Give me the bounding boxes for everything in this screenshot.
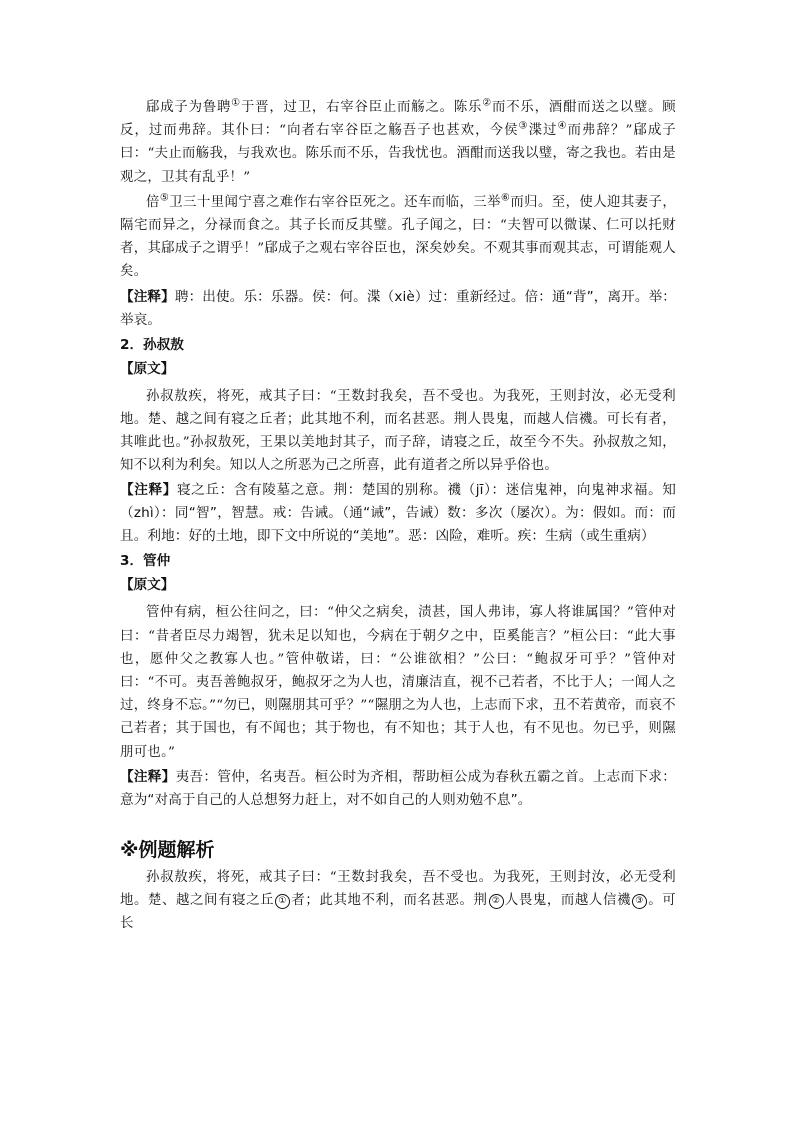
footnote-marker: ⑥ xyxy=(500,192,511,204)
question-marker: ③ xyxy=(632,894,647,909)
question-marker: ① xyxy=(275,894,290,909)
footnote-marker: ② xyxy=(482,97,492,109)
example-passage: 孙叔敖疾，将死，戒其子曰：“王数封我矣，吾不受也。为我死，王则封汝，必无受利地。楚、越之间有寝之丘 ① 者；此其地不利，而名甚恶。荆 ② 人畏鬼，而越人信禨 ③ 。可长 xyxy=(120,869,676,932)
original-text-tag: 【原文】 xyxy=(120,360,175,377)
annotation-text: 夷吾：管仲，名夷吾。桓公时为齐相，帮助桓公成为春秋五霸之首。上志而下求：意为“对高于自己的人总想努力赶上，对不如自己的人则劝勉不息”。 xyxy=(120,768,676,808)
section-heading-sunshuao: 2．孙叔敖 xyxy=(120,336,184,353)
annotation-houchengzi xyxy=(120,286,676,332)
footnote-marker: ④ xyxy=(557,120,568,132)
footnote-marker: ③ xyxy=(518,120,529,132)
passage-sunshuao: 孙叔敖疾，将死，戒其子曰：“王数封我矣，吾不受也。为我死，王则封汝，必无受利地。楚、越之间有寝之丘者；此其地不利，而名甚恶。荆人畏鬼，而越人信禨。可长有者，其唯此也。”孙叔敖死，王果以美地封其子，而子辞，请寝之丘，故至今不失。孙叔敖之知，知不以利为利矣。知以人之所恶为己之所喜，此有道者之所以异乎俗也。 xyxy=(120,388,676,474)
passage-guanzhong: 管仲有病，桓公往问之，曰：“仲父之病矣，渍甚，国人弗讳，寡人将谁属国？”管仲对曰：“昔者臣尽力竭智，犹未足以知也，今病在于朝夕之中，臣奚能言？”桓公曰：“此大事也，愿仲父之教寡人也。”管仲敬诺，曰：“公谁欲相？”公曰：“鲍叔牙可乎？”管仲对曰：“不可。夷吾善鲍叔牙，鲍叔牙之为人也，清廉洁直，视不己若者，不比于人；一闻人之过，终身不忘。”“勿已，则隰朋其可乎？”“隰朋之为人也，上志而下求，丑不若黄帝，而哀不己若者；其于国也，有不闻也；其于物也，有不知也；其于人也，有不见也。勿已乎，则隰朋可也。” xyxy=(120,605,676,760)
original-text-tag: 【原文】 xyxy=(120,577,175,594)
document-page xyxy=(120,96,676,937)
annotation-guanzhong xyxy=(120,766,676,812)
footnote-marker: ① xyxy=(231,97,241,109)
annotation-sunshuao xyxy=(120,479,676,548)
passage-houchengzi-p2: 倍⑤卫三十里闻宁喜之难作右宰谷臣死之。还车而临，三举⑥而归。至，使人迎其妻子，隔宅而异之，分禄而食之。其子长而反其璧。孔子闻之，曰：“夫智可以微谋、仁可以托财者，其郈成子之谓乎！”郈成子之观右宰谷臣也，深矣妙矣。不观其事而观其志，可谓能观人矣。 xyxy=(120,192,677,280)
section-heading-guanzhong: 3．管仲 xyxy=(120,553,171,570)
annotation-text: 寝之丘：含有陵墓之意。荆：楚国的别称。禨（jī）：迷信鬼神，向鬼神求福。知（zhì）：同“智”，智慧。戒：告诫。（通“诫”，告诫）数：多次（屡次）。为：假如。而：而且。利地：好的土地，即下文中所说的“美地”。恶：凶险，难听。疾：生病（或生重病） xyxy=(120,482,677,545)
annotation-tag: 【注释】 xyxy=(120,768,176,785)
annotation-tag: 【注释】 xyxy=(120,482,177,499)
question-marker: ② xyxy=(489,894,504,909)
passage-houchengzi-p1: 郈成子为鲁聘①于晋，过卫，右宰谷臣止而觞之。陈乐②而不乐，酒酣而送之以璧。顾反，过而弗辞。其仆曰：“向者右宰谷臣之觞吾子也甚欢，今侯③渫过④而弗辞？”郈成子曰：“夫止而觞我，与我欢也。陈乐而不乐，告我忧也。酒酣而送我以璧，寄之我也。若由是观之，卫其有乱乎！” xyxy=(120,97,677,185)
footnote-marker: ⑤ xyxy=(159,192,170,204)
annotation-tag: 【注释】 xyxy=(120,288,175,305)
example-analysis-heading: ※例题解析 xyxy=(120,838,215,861)
annotation-text: 聘：出使。乐：乐器。侯：何。渫（xiè）过：重新经过。倍：通“背”，离开。举：举哀。 xyxy=(120,288,677,328)
